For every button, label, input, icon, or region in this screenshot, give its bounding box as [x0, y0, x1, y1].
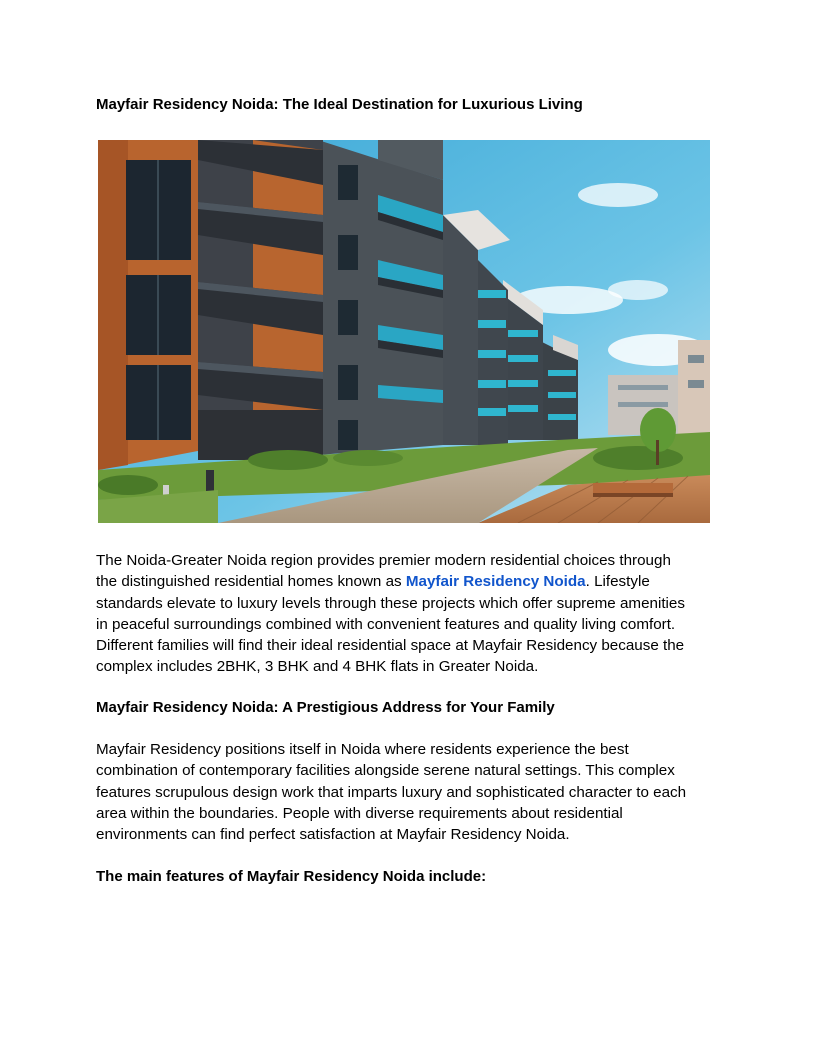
paragraph-line: standards elevate to luxury levels through these projects which offer supreme amenities — [96, 594, 685, 612]
paragraph-line: complex includes 2BHK, 3 BHK and 4 BHK flats in Greater Noida. — [96, 658, 539, 676]
section-heading: Mayfair Residency Noida: A Prestigious Address for Your Family — [96, 699, 555, 716]
features-heading: The main features of Mayfair Residency Noida include: — [96, 868, 487, 885]
intro-paragraph — [96, 550, 726, 678]
paragraph-line: Mayfair Residency positions itself in Noida where residents experience the best — [96, 741, 629, 758]
mayfair-residency-link[interactable]: Mayfair Residency Noida — [405, 573, 586, 591]
paragraph-line: The Noida-Greater Noida region provides premier modern residential choices through — [96, 552, 671, 569]
text-run: the distinguished residential homes known as — [96, 573, 406, 591]
body-paragraph — [96, 739, 726, 845]
page-title: Mayfair Residency Noida: The Ideal Destination for Luxurious Living — [96, 96, 583, 113]
paragraph-line: environments can find perfect satisfaction at Mayfair Residency Noida. — [96, 826, 570, 844]
paragraph-line: combination of contemporary facilities alongside serene natural settings. This complex — [96, 762, 675, 780]
paragraph-line: area within the boundaries. People with diverse requirements about residential — [96, 804, 623, 822]
paragraph-line: in peaceful surroundings combined with convenient features and quality living comfort. — [96, 615, 676, 633]
paragraph-line: Different families will find their ideal residential space at Mayfair Residency because the — [96, 637, 685, 655]
apartment-photo — [98, 140, 710, 523]
text-run: . Lifestyle — [585, 573, 650, 591]
paragraph-line: features scrupulous design work that imparts luxury and sophisticated character to each — [96, 783, 687, 801]
paragraph-line — [96, 571, 726, 592]
